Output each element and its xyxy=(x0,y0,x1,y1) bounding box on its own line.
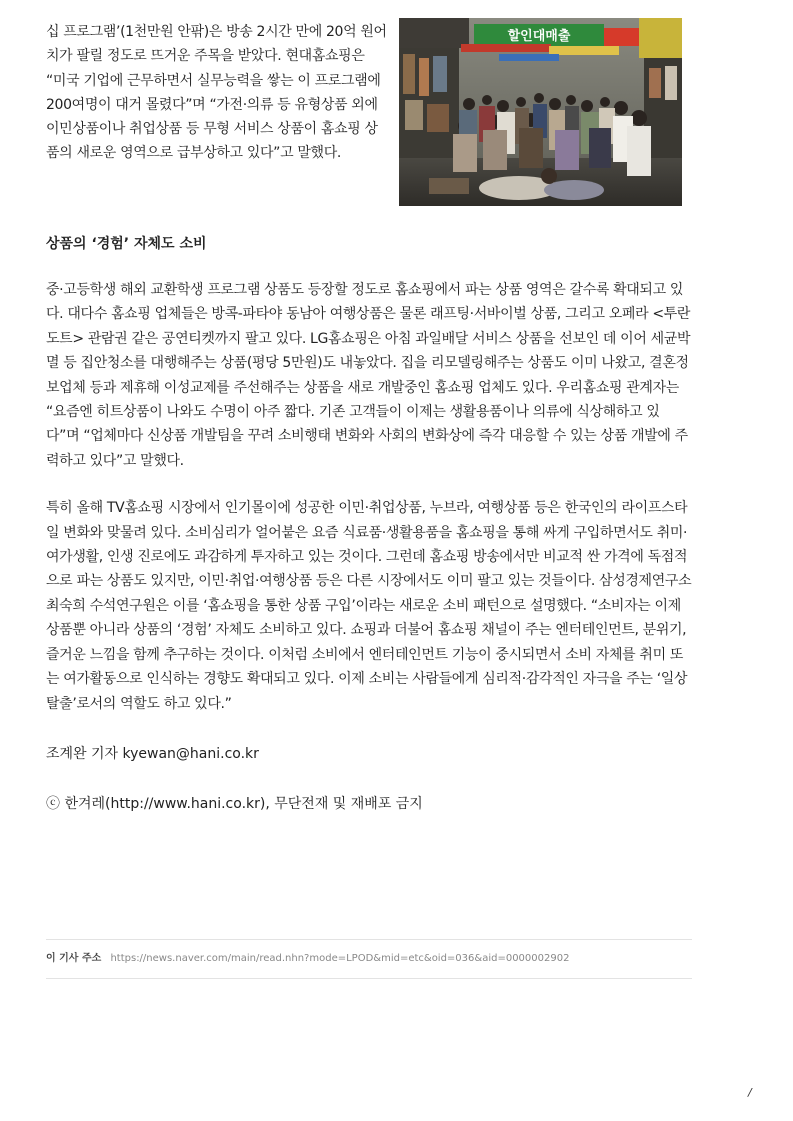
shop-sign-text: 할인대매출 xyxy=(507,29,571,44)
article-address-box xyxy=(46,939,692,979)
body-paragraph-1: 중·고등학생 해외 교환학생 프로그램 상품도 등장할 정도로 홈쇼핑에서 파는 상품 영역은 갈수록 확대되고 있다. 대다수 홈쇼핑 업체들은 방콕-파타야 동남아 여행상품은 물론 래프팅·서바이벌 상품, 그리고 오페라 <투란도트> 관람권 같은 공연티켓까지 팔고 있다. LG홈쇼핑은 아침 과일배달 서비스 상품을 선보인 데 이어 세균박멸 등 집안청소를 대행해주는 상품(평당 5만원)도 내놓았다. 집을 리모델링해주는 상품도 이미 나왔고, 결혼정보업체 등과 제휴해 이성교제를 주선해주는 상품을 새로 개발중인 홈쇼핑 업체도 있다. 우리홈쇼핑 관계자는 “요즘엔 히트상품이 나와도 수명이 아주 짧다. 기존 고객들이 이제는 생활용품이나 의류에 식상해하고 있다”며 “업체마다 신상품 개발팀을 꾸려 소비행태 변화와 사회의 변화상에 즉각 대응할 수 있는 상품 개발에 주력하고 있다”고 말했다. xyxy=(46,282,691,469)
market-crowd-illustration xyxy=(399,18,682,206)
article-intro xyxy=(46,20,692,210)
section-heading: 상품의 ‘경험’ 자체도 소비 xyxy=(46,236,207,252)
article xyxy=(46,20,692,816)
market-photo xyxy=(399,18,682,206)
article-address-link[interactable]: https://news.naver.com/main/read.nhn?mode=LPOD&mid=etc&oid=036&aid=0000002902 xyxy=(110,953,570,964)
body-paragraph-2: 특히 올해 TV홈쇼핑 시장에서 인기몰이에 성공한 이민·취업상품, 누브라, 여행상품 등은 한국인의 라이프스타일 변화와 맞물려 있다. 소비심리가 얼어붙은 요즘 식료품·생활용품을 홈쇼핑을 통해 싸게 구입하면서도 취미·여가생활, 인생 진로에도 과감하게 투자하고 있는 것이다. 그런데 홈쇼핑 방송에서만 비교적 싼 가격에 독점적으로 파는 상품도 있지만, 이민·취업·여행상품 등은 다른 시장에서도 이미 팔고 있는 것들이다. 삼성경제연구소 최숙희 수석연구원은 이를 ‘홈쇼핑을 통한 상품 구입’이라는 새로운 소비 패턴으로 설명했다. “소비자는 이제 상품뿐 아니라 상품의 ‘경험’ 자체도 소비하고 있다. 쇼핑과 더불어 홈쇼핑 채널이 주는 엔터테인먼트, 분위기, 즐거운 느낌을 함께 추구하는 것이다. 이처럼 소비에서 엔터테인먼트 기능이 중시되면서 소비 자체를 취미 또는 여가활동으로 인식하는 경향도 확대되고 있다. 이제 소비는 사람들에게 심리적·감각적인 자극을 주는 ‘일상탈출’로서의 역할도 하고 있다.” xyxy=(46,500,692,712)
article-address-label: 이 기사 주소 xyxy=(46,953,102,964)
byline: 조계완 기자 kyewan@hani.co.kr xyxy=(46,745,259,762)
page-marker: / xyxy=(748,1086,752,1099)
intro-paragraph: 십 프로그램’(1천만원 안팎)은 방송 2시간 만에 20억 원어치가 팔릴 정도로 뜨거운 주목을 받았다. 현대홈쇼핑은 “미국 기업에 근무하면서 실무능력을 쌓는 이 프로그램에 200여명이 대거 몰렸다”며 “가전·의류 등 유형상품 외에 이민상품이나 취업상품 등 무형 서비스 상품이 홈쇼핑 상품의 새로운 영역으로 급부상하고 있다”고 말했다. xyxy=(46,24,387,162)
copyright-notice: ⓒ 한겨레(http://www.hani.co.kr), 무단전재 및 재배포 금지 xyxy=(46,795,423,812)
